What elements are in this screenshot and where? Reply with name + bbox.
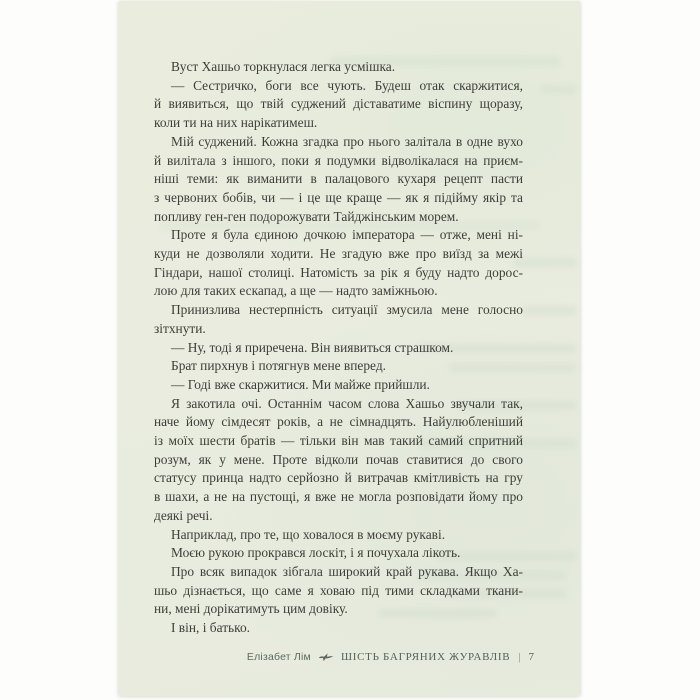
text-line: Принизлива нестерпність ситуації змусила мене голосно bbox=[171, 302, 523, 318]
paragraph bbox=[154, 526, 523, 545]
text-line: І він, і батько. bbox=[171, 620, 251, 636]
text-line: Проте я була єдиною дочкою імператора — отже, мені ні- bbox=[171, 227, 523, 243]
text-line: — Годі вже скаржитися. Ми майже прийшли. bbox=[171, 376, 430, 392]
footer-page-number: 7 bbox=[528, 651, 534, 663]
text-line: попливу ген-ген подорожувати Тайджінським морем. bbox=[154, 208, 459, 224]
text-line: із моїх шести братів — тільки він мав такий самий спритний bbox=[154, 433, 523, 449]
text-line: Вуст Хашьо торкнулася легка усмішка. bbox=[171, 59, 396, 74]
text-line: в шахи, а не на пустощі, я вже не могла розповідати йому про bbox=[154, 489, 523, 505]
text-line: ніші теми: як виманити в палацового кухаря рецепт пасти bbox=[154, 171, 523, 187]
text-line: зітхнути. bbox=[154, 320, 206, 336]
text-line: Я закотила очі. Останнім часом слова Хашьо звучали так, bbox=[171, 395, 523, 411]
text-line: розум, як у мене. Проте відколи почав ставитися до свого bbox=[154, 451, 523, 467]
paragraph bbox=[154, 58, 523, 77]
text-line: Гіндари, нашої столиці. Натомість за рік я буду надто дорос- bbox=[154, 264, 523, 280]
text-line: Мій суджений. Кожна згадка про нього залітала в одне вухо bbox=[171, 133, 523, 149]
text-line: шьо дізнається, що саме я ховаю під тими складками ткани- bbox=[154, 582, 523, 598]
paragraph bbox=[154, 133, 523, 227]
text-line: Наприклад, про те, що ховалося в моєму рукаві. bbox=[171, 526, 446, 542]
paragraph bbox=[154, 619, 523, 638]
footer-book-title: ШІСТЬ БАГРЯНИХ ЖУРАВЛІВ bbox=[340, 651, 511, 663]
text-line: коли ти на них нарікатимеш. bbox=[154, 115, 318, 131]
show-through-smudge bbox=[522, 306, 576, 315]
paragraph bbox=[154, 376, 523, 395]
text-line: статусу принца надто серйозно й витрачав кмітливість на гру bbox=[154, 470, 523, 486]
text-line: ни, мені дорікатимуть цим довіку. bbox=[154, 601, 348, 617]
body-text bbox=[154, 58, 523, 638]
text-line: деякі речі. bbox=[154, 507, 213, 523]
crane-icon bbox=[318, 652, 334, 662]
text-line: наче йому сімдесят років, а не сімнадцять. Найулюбленіший bbox=[154, 414, 523, 430]
paragraph bbox=[154, 77, 523, 133]
text-line: Брат пирхнув і потягнув мене вперед. bbox=[171, 358, 386, 374]
book-page bbox=[118, 1, 580, 696]
paragraph bbox=[154, 563, 523, 619]
paragraph bbox=[154, 301, 523, 338]
text-line: Моєю рукою прокрався лоскіт, і я почухала лікоть. bbox=[171, 545, 461, 561]
text-line: з червоних бобів, чи — і це ще краще — як я підійму якір та bbox=[154, 189, 523, 205]
paragraph bbox=[154, 357, 523, 376]
text-line: куди не дозволяли ходити. Не згадую вже про виїзд за межі bbox=[154, 246, 523, 262]
paragraph bbox=[154, 395, 523, 526]
paragraph bbox=[154, 339, 523, 358]
text-line: — Ну, тоді я приречена. Він виявиться страшком. bbox=[171, 339, 454, 355]
text-line: — Сестричко, боги все чують. Будеш отак скаржитися, bbox=[171, 77, 523, 93]
paragraph bbox=[154, 544, 523, 563]
text-line: й вилітала з іншого, поки я подумки відволікалася на приєм- bbox=[154, 152, 523, 168]
text-line: Про всяк випадок зібгала широкий край рукава. Якщо Ха- bbox=[171, 563, 523, 579]
footer-separator: | bbox=[518, 651, 521, 663]
text-line: й виявиться, що твій суджений діставатиме віспину щоразу, bbox=[154, 96, 523, 112]
show-through-smudge bbox=[540, 85, 576, 94]
footer-author: Елізабет Лім bbox=[246, 651, 311, 663]
page-footer bbox=[154, 651, 534, 663]
text-line: лою для таких ескапад, а ще — надто заміжньою. bbox=[154, 283, 438, 299]
paragraph bbox=[154, 226, 523, 301]
